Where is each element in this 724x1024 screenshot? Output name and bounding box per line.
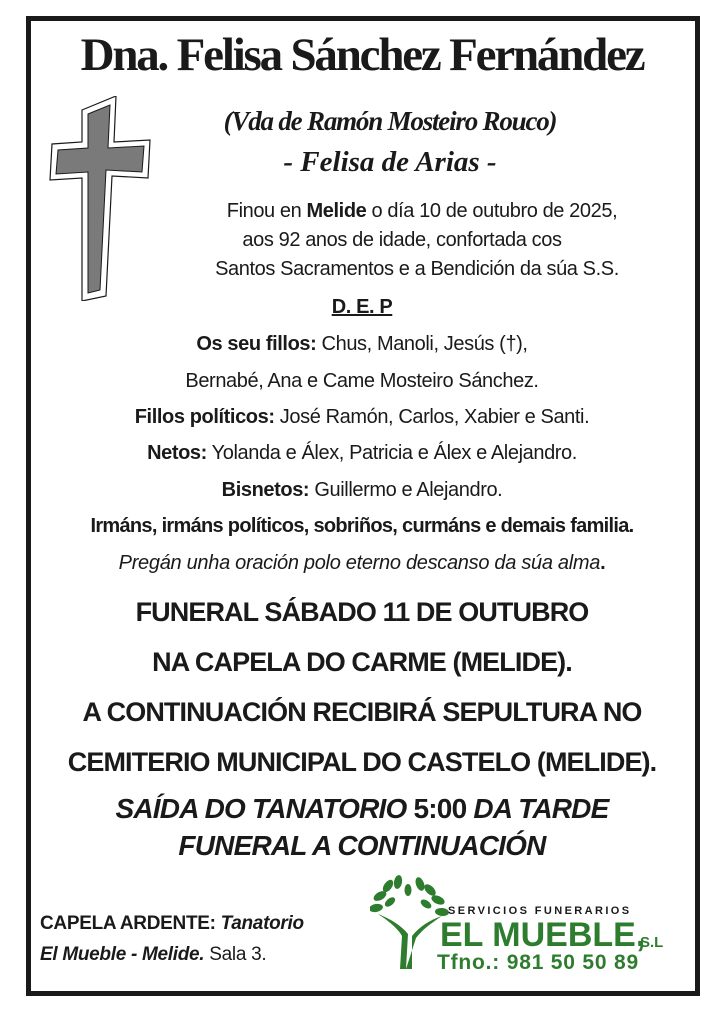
death-line-2: aos 92 anos de idade, confortada cos [242,229,562,251]
funeral-line-6: FUNERAL A CONTINUACIÓN [178,830,546,861]
greatgrandchildren-line: Bisnetos: Guillermo e Alejandro. [221,479,503,501]
departure-line: SAÍDA DO TANATORIO 5:00 DA TARDE [115,793,609,824]
logo-suffix: S.L [640,934,664,951]
dep-text: D. E. P [331,296,393,318]
death-line-3: Santos Sacramentos e a Bendición da súa S.S. [215,258,619,280]
alias-line: - Felisa de Arias - [283,146,497,178]
deceased-name: Dna. Felisa Sánchez Fernández [80,29,644,81]
chapel-info: CAPELA ARDENTE: Tanatorio El Mueble - Melide. Sala 3. [40,913,304,965]
inlaws-line: Fillos políticos: José Ramón, Carlos, Xabier e Santi. [134,406,590,428]
funeral-line-2: NA CAPELA DO CARME (MELIDE). [152,647,572,677]
children-line-1: Os seu fillos: Chus, Manoli, Jesús (†), [196,333,528,355]
prayer-line: Pregán unha oración polo eterno descanso da súa alma. [118,552,606,574]
funeral-line-4: CEMITERIO MUNICIPAL DO CASTELO (MELIDE). [67,747,657,777]
widow-of-line: (Vda de Ramón Mosteiro Rouco) [223,106,557,136]
funeral-line-1: FUNERAL SÁBADO 11 DE OUTUBRO [135,597,589,627]
logo-kicker: SERVICIOS FUNERARIOS [448,905,632,917]
children-line-2: Bernabé, Ana e Came Mosteiro Sánchez. [185,370,539,392]
family-line: Irmáns, irmáns políticos, sobriños, curmáns e demais familia. [90,515,634,537]
logo-phone: Tfno.: 981 50 50 89 [437,951,639,974]
grandchildren-line: Netos: Yolanda e Álex, Patricia e Álex e Alejandro. [147,442,577,464]
dep-line [0,296,724,319]
funeral-line-3: A CONTINUACIÓN RECIBIRÁ SEPULTURA NO [82,697,642,727]
logo-brand: EL MUEBLE, [440,916,646,954]
death-line-1: Finou en Melide o día 10 de outubro de 2025, [226,200,618,222]
